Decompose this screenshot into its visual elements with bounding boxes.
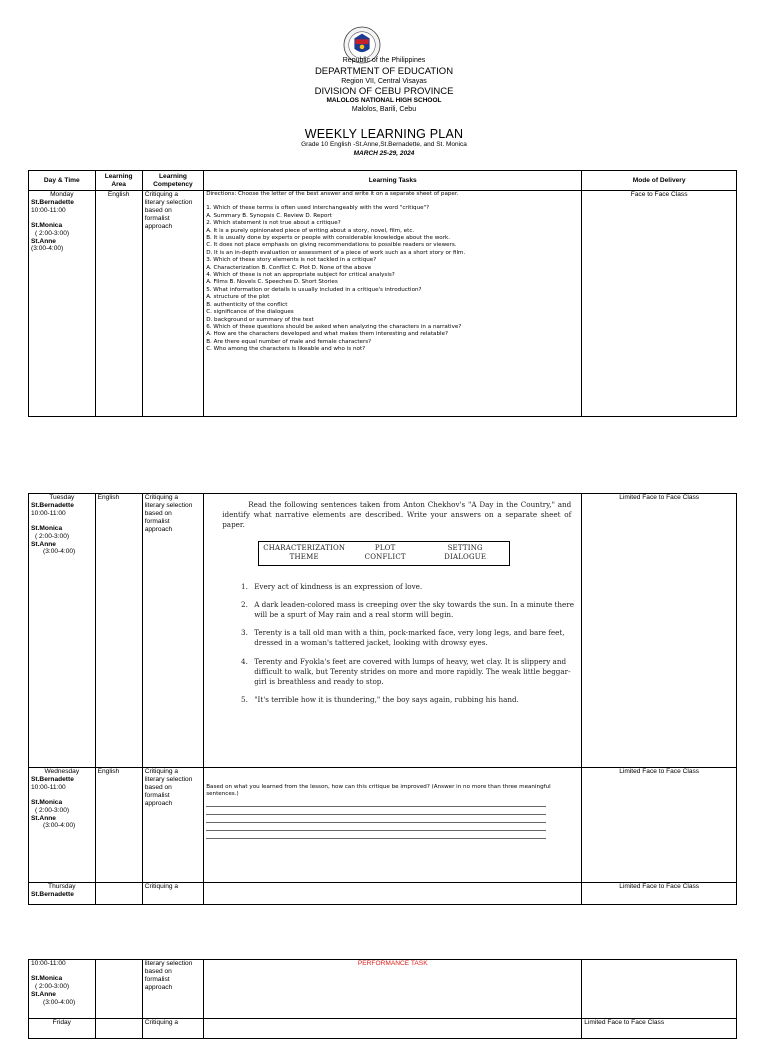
- section-label: St.Monica: [31, 798, 63, 806]
- performance-task-label: PERFORMANCE TASK: [357, 960, 428, 967]
- list-item: 1. Every act of kindness is an expression of love.: [250, 582, 579, 592]
- competency-text: formalist: [144, 214, 170, 222]
- competency-text: approach: [144, 983, 173, 991]
- day-label: Monday: [50, 191, 74, 198]
- answer-line: [206, 831, 546, 839]
- competency-text: Critiquing a: [144, 883, 179, 890]
- competency-text: Critiquing a: [144, 1019, 179, 1026]
- task-line: C. It does not place emphasis on giving recommendations to possible readers or viewers.: [206, 242, 457, 249]
- element-option: DIALOGUE: [444, 553, 487, 562]
- task-line: C. significance of the dialogues: [206, 309, 294, 316]
- time-label: (3:00-4:00): [43, 822, 76, 830]
- competency-text: Critiquing a: [144, 494, 179, 501]
- day-label: Friday: [52, 1019, 71, 1026]
- division-line: DIVISION OF CEBU PROVINCE: [314, 86, 454, 97]
- section-label: St.Monica: [31, 221, 63, 229]
- competency-text: based on: [144, 206, 172, 214]
- department-line: DEPARTMENT OF EDUCATION: [314, 66, 454, 77]
- time-label: (3:00-4:00): [43, 548, 76, 556]
- republic-line: Republic of the Philippines: [342, 57, 426, 64]
- task-line: A. It is a purely opinionated piece of writing about a story, novel, film, etc.: [206, 227, 415, 234]
- reflection-question: Based on what you learned from the lesson, how can this critique be improved? (Answer in no more than three meaningful sentences.): [206, 784, 551, 798]
- time-label: (3:00-4:00): [43, 998, 76, 1006]
- competency-text: literary selection: [144, 198, 193, 206]
- task-line: D. background or summary of the text: [206, 316, 314, 323]
- element-option: CHARACTERIZATION: [263, 543, 346, 552]
- day-label: Thursday: [48, 883, 76, 890]
- competency-text: formalist: [144, 791, 170, 799]
- competency-text: formalist: [144, 975, 170, 983]
- task-line: B. Are there equal number of male and female characters?: [206, 338, 372, 345]
- section-label: St.Anne: [31, 990, 56, 998]
- task-line: B. authenticity of the conflict: [206, 301, 288, 308]
- mode-of-delivery: Limited Face to Face Class: [619, 494, 700, 501]
- section-label: St.Anne: [31, 814, 56, 822]
- task-line: 6. Which of these questions should be asked when analyzing the characters in a narrative?: [206, 323, 462, 330]
- competency-text: approach: [144, 222, 173, 230]
- learning-area: English: [97, 768, 120, 775]
- learning-area: English: [97, 494, 120, 501]
- section-label: St.Bernadette: [31, 775, 74, 783]
- task-line: 1. Which of these terms is often used interchangeably with the word "critique"?: [206, 205, 430, 212]
- list-item: 5. "It's terrible how it is thundering," the boy says again, rubbing his hand.: [250, 695, 579, 705]
- task-line: A. Summary B. Synopsis C. Review D. Report: [206, 212, 332, 219]
- mode-of-delivery: Limited Face to Face Class: [619, 768, 700, 775]
- day-label: Tuesday: [49, 494, 75, 501]
- col-header-tasks: Learning Tasks: [204, 171, 582, 191]
- scanned-reading-task: [204, 494, 582, 768]
- col-header-area: Learning Area: [95, 171, 142, 191]
- col-header-mode: Mode of Delivery: [582, 171, 737, 191]
- task-line: 3. Which of these story elements is not tackled in a critique?: [206, 257, 377, 264]
- section-label: St.Bernadette: [31, 890, 74, 898]
- task-line: [206, 198, 579, 205]
- task-line: A. How are the characters developed and what makes them interesting and relatable?: [206, 331, 448, 338]
- list-item: 4. Terenty and Fyokla's feet are covered with lumps of heavy, wet clay. It is slippery and difficult to walk, but Terenty strides on more and more rapidly. The weak little beggar-girl is breathless and ready to stop.: [250, 657, 579, 688]
- answer-line: [206, 815, 546, 823]
- col-header-day: Day & Time: [29, 171, 96, 191]
- task-line: 2. Which statement is not true about a critique?: [206, 220, 341, 227]
- list-item: 2. A dark leaden-colored mass is creeping over the sky towards the sun. In a minute there will be a spurt of May rain and a real storm will begin.: [250, 600, 579, 620]
- time-label: ( 2:00-3:00): [35, 806, 70, 814]
- learning-area: English: [107, 191, 130, 198]
- page-title: WEEKLY LEARNING PLAN: [304, 127, 464, 141]
- time-label: 10:00-11:00: [31, 783, 66, 791]
- section-label: St.Anne: [31, 540, 56, 548]
- answer-line: [206, 799, 546, 807]
- task-line: 4. Which of these is not an appropriate subject for critical analysis?: [206, 272, 395, 279]
- mode-of-delivery: Limited Face to Face Class: [619, 883, 700, 890]
- learning-tasks: [204, 191, 582, 417]
- section-label: St.Bernadette: [31, 501, 74, 509]
- time-label: (3:00-4:00): [31, 245, 64, 253]
- school-line: MALOLOS NATIONAL HIGH SCHOOL: [326, 97, 442, 104]
- mode-of-delivery: Face to Face Class: [630, 191, 688, 198]
- competency-text: based on: [144, 509, 172, 517]
- address-line: Malolos, Barili, Cebu: [351, 106, 417, 113]
- section-label: St.Bernadette: [31, 198, 74, 206]
- task-line: A. structure of the plot: [206, 294, 270, 301]
- time-label: ( 2:00-3:00): [35, 532, 70, 540]
- task-line: 5. What information or details is usually included in a critique's introduction?: [206, 286, 422, 293]
- subtitle: Grade 10 English -St.Anne,St.Bernadette, and St. Monica: [301, 141, 467, 148]
- reading-instructions: Read the following sentences taken from Anton Chekhov's "A Day in the Country," and identify what narrative elements are described. Write your answers on a separate sheet of paper.: [222, 500, 572, 530]
- region-line: Region VII, Central Visayas: [341, 78, 427, 85]
- plan-table-monday: [28, 170, 737, 417]
- task-line: C. Who among the characters is likeable and who is not?: [206, 346, 366, 353]
- plan-table-tue-thu: [28, 493, 737, 905]
- table-row: [29, 494, 737, 768]
- time-label: 10:00-11:00: [31, 509, 66, 517]
- table-row: [29, 768, 737, 883]
- time-label: 10:00-11:00: [31, 206, 66, 214]
- competency-text: based on: [144, 783, 172, 791]
- competency-text: literary selection: [144, 960, 193, 967]
- time-label: ( 2:00-3:00): [35, 229, 70, 237]
- task-line: A. Films B. Novels C. Speeches D. Short Stories: [206, 279, 338, 286]
- col-header-competency: Learning Competency: [142, 171, 203, 191]
- competency-text: literary selection: [144, 501, 193, 509]
- element-option: PLOT: [374, 543, 396, 552]
- plan-table-continued: [28, 959, 737, 1039]
- competency-text: literary selection: [144, 775, 193, 783]
- task-line: B. It is usually done by experts or people with considerable knowledge about the work.: [206, 235, 451, 242]
- competency-text: Critiquing a: [144, 191, 179, 198]
- section-label: St.Monica: [31, 974, 63, 982]
- answer-line: [206, 807, 546, 815]
- mode-of-delivery: Limited Face to Face Class: [584, 1019, 665, 1026]
- task-line: D. It is an in-depth evaluation or assessment of a piece of work such as a short story or film.: [206, 249, 466, 256]
- date-line: MARCH 25-29, 2024: [353, 150, 415, 157]
- competency-text: Critiquing a: [144, 768, 179, 775]
- table-row: [29, 883, 737, 905]
- task-line: Directions: Choose the letter of the best answer and write it on a separate sheet of paper.: [206, 191, 459, 197]
- time-label: 10:00-11:00: [31, 960, 66, 967]
- competency-text: based on: [144, 967, 172, 975]
- element-option: SETTING: [447, 543, 483, 552]
- competency-text: approach: [144, 799, 173, 807]
- day-label: Wednesday: [44, 768, 80, 775]
- competency-text: approach: [144, 525, 173, 533]
- table-row: [29, 960, 737, 1019]
- sentence-list: [206, 582, 579, 706]
- element-option: CONFLICT: [364, 553, 406, 562]
- narrative-elements-box: [258, 541, 510, 566]
- table-row: [29, 191, 737, 417]
- list-item: 3. Terenty is a tall old man with a thin, pock-marked face, very long legs, and bare feet, dressed in a woman's tattered jacket, looking with drowsy eyes.: [250, 628, 579, 648]
- time-label: ( 2:00-3:00): [35, 982, 70, 990]
- task-line: A. Characterization B. Conflict C. Plot D. None of the above: [206, 264, 372, 271]
- element-option: THEME: [289, 553, 319, 562]
- table-row: [29, 1019, 737, 1039]
- section-label: St.Monica: [31, 524, 63, 532]
- section-label: St.Anne: [31, 237, 56, 245]
- answer-line: [206, 823, 546, 831]
- competency-text: formalist: [144, 517, 170, 525]
